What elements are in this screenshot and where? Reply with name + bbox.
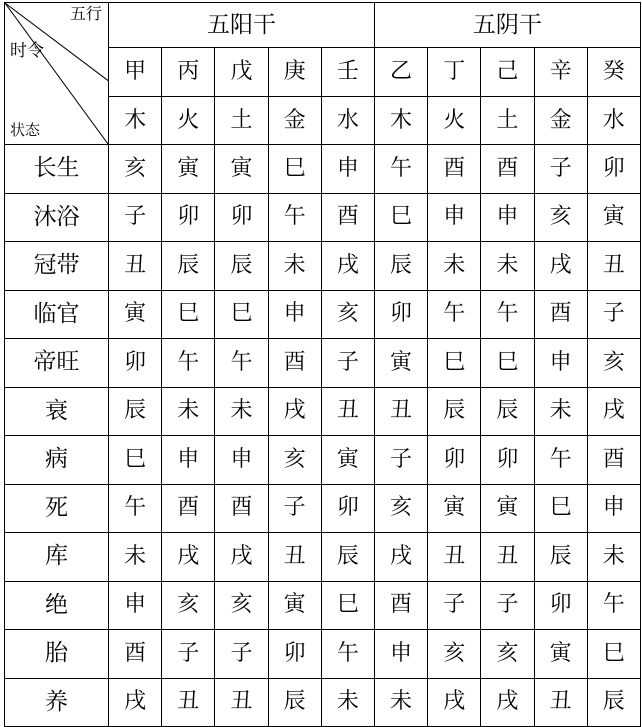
stem-header-cell: 辛 (534, 48, 587, 97)
branch-cell: 午 (374, 145, 427, 194)
branch-cell: 辰 (587, 678, 640, 727)
table-row (5, 193, 641, 242)
branch-cell: 亥 (428, 630, 481, 679)
branch-cell: 未 (587, 533, 640, 582)
branch-cell: 亥 (374, 484, 427, 533)
branch-cell: 酉 (215, 484, 268, 533)
corner-label-wuxing: 五行 (69, 4, 102, 23)
branch-cell: 申 (321, 145, 374, 194)
branch-cell: 巳 (162, 290, 215, 339)
branch-cell: 巳 (587, 630, 640, 679)
branch-cell: 未 (374, 678, 427, 727)
branch-cell: 戌 (481, 678, 534, 727)
state-label-cell: 沐浴 (5, 193, 109, 242)
branch-cell: 子 (321, 339, 374, 388)
stem-header-cell: 丙 (162, 48, 215, 97)
table-row (5, 242, 641, 291)
table-row (5, 533, 641, 582)
element-header-cell: 火 (428, 97, 481, 145)
branch-cell: 未 (481, 242, 534, 291)
state-label-cell: 衰 (5, 387, 109, 436)
branch-cell: 子 (162, 630, 215, 679)
branch-cell: 卯 (428, 436, 481, 485)
branch-cell: 丑 (481, 533, 534, 582)
branch-cell: 寅 (162, 145, 215, 194)
branch-cell: 戌 (109, 678, 162, 727)
branch-cell: 戌 (374, 533, 427, 582)
branch-cell: 亥 (534, 193, 587, 242)
table-row (5, 630, 641, 679)
twelve-stages-table (4, 2, 641, 727)
branch-cell: 辰 (162, 242, 215, 291)
stem-header-cell: 甲 (109, 48, 162, 97)
twelve-stages-table-container (4, 2, 640, 714)
stem-header-cell: 己 (481, 48, 534, 97)
table-body (5, 3, 641, 727)
branch-cell: 寅 (321, 436, 374, 485)
element-header-cell: 火 (162, 97, 215, 145)
branch-cell: 午 (268, 193, 321, 242)
branch-cell: 戌 (534, 242, 587, 291)
branch-cell: 巳 (481, 339, 534, 388)
branch-cell: 丑 (162, 678, 215, 727)
branch-cell: 丑 (109, 242, 162, 291)
state-label-cell: 死 (5, 484, 109, 533)
corner-header-cell (5, 3, 109, 145)
branch-cell: 午 (587, 581, 640, 630)
state-label-cell: 临官 (5, 290, 109, 339)
branch-cell: 亥 (162, 581, 215, 630)
branch-cell: 亥 (481, 630, 534, 679)
branch-cell: 申 (268, 290, 321, 339)
element-header-cell: 土 (481, 97, 534, 145)
branch-cell: 卯 (215, 193, 268, 242)
branch-cell: 未 (162, 387, 215, 436)
branch-cell: 午 (534, 436, 587, 485)
branch-cell: 酉 (321, 193, 374, 242)
branch-cell: 亥 (321, 290, 374, 339)
branch-cell: 未 (321, 678, 374, 727)
branch-cell: 戌 (215, 533, 268, 582)
branch-cell: 申 (587, 484, 640, 533)
branch-cell: 巳 (321, 581, 374, 630)
state-label-cell: 库 (5, 533, 109, 582)
branch-cell: 酉 (109, 630, 162, 679)
branch-cell: 子 (481, 581, 534, 630)
branch-cell: 酉 (587, 436, 640, 485)
element-header-cell: 水 (321, 97, 374, 145)
branch-cell: 申 (215, 436, 268, 485)
branch-cell: 巳 (428, 339, 481, 388)
table-row (5, 387, 641, 436)
stem-header-cell: 壬 (321, 48, 374, 97)
branch-cell: 寅 (109, 290, 162, 339)
table-row (5, 581, 641, 630)
branch-cell: 丑 (215, 678, 268, 727)
branch-cell: 丑 (268, 533, 321, 582)
branch-cell: 子 (268, 484, 321, 533)
table-row (5, 484, 641, 533)
branch-cell: 寅 (374, 339, 427, 388)
branch-cell: 丑 (374, 387, 427, 436)
branch-cell: 巳 (374, 193, 427, 242)
branch-cell: 戌 (428, 678, 481, 727)
stem-header-cell: 癸 (587, 48, 640, 97)
branch-cell: 卯 (109, 339, 162, 388)
branch-cell: 酉 (481, 145, 534, 194)
branch-cell: 亥 (587, 339, 640, 388)
branch-cell: 卯 (534, 581, 587, 630)
branch-cell: 卯 (587, 145, 640, 194)
branch-cell: 辰 (374, 242, 427, 291)
stem-header-cell: 丁 (428, 48, 481, 97)
branch-cell: 辰 (109, 387, 162, 436)
branch-cell: 申 (162, 436, 215, 485)
branch-cell: 辰 (481, 387, 534, 436)
element-header-cell: 金 (534, 97, 587, 145)
branch-cell: 子 (109, 193, 162, 242)
branch-cell: 辰 (321, 533, 374, 582)
element-header-cell: 水 (587, 97, 640, 145)
branch-cell: 申 (374, 630, 427, 679)
branch-cell: 申 (534, 339, 587, 388)
corner-diagonal-box (5, 3, 108, 144)
branch-cell: 酉 (162, 484, 215, 533)
branch-cell: 亥 (109, 145, 162, 194)
state-label-cell: 帝旺 (5, 339, 109, 388)
branch-cell: 午 (321, 630, 374, 679)
branch-cell: 子 (374, 436, 427, 485)
branch-cell: 寅 (268, 581, 321, 630)
branch-cell: 子 (587, 290, 640, 339)
branch-cell: 戌 (321, 242, 374, 291)
branch-cell: 辰 (534, 533, 587, 582)
branch-cell: 寅 (534, 630, 587, 679)
stem-header-cell: 庚 (268, 48, 321, 97)
table-row (5, 290, 641, 339)
element-header-cell: 土 (215, 97, 268, 145)
stem-header-cell: 戊 (215, 48, 268, 97)
branch-cell: 未 (534, 387, 587, 436)
branch-cell: 巳 (534, 484, 587, 533)
branch-cell: 午 (162, 339, 215, 388)
branch-cell: 巳 (268, 145, 321, 194)
branch-cell: 寅 (215, 145, 268, 194)
branch-cell: 亥 (268, 436, 321, 485)
branch-cell: 申 (109, 581, 162, 630)
table-row (5, 678, 641, 727)
branch-cell: 戌 (268, 387, 321, 436)
state-label-cell: 病 (5, 436, 109, 485)
element-header-cell: 金 (268, 97, 321, 145)
branch-cell: 戌 (162, 533, 215, 582)
branch-cell: 卯 (162, 193, 215, 242)
table-row (5, 339, 641, 388)
branch-cell: 子 (215, 630, 268, 679)
branch-cell: 未 (268, 242, 321, 291)
branch-cell: 未 (428, 242, 481, 291)
branch-cell: 巳 (109, 436, 162, 485)
branch-cell: 未 (109, 533, 162, 582)
table-row (5, 145, 641, 194)
group-header-yang: 五阳干 (109, 3, 375, 48)
branch-cell: 寅 (428, 484, 481, 533)
state-label-cell: 长生 (5, 145, 109, 194)
state-label-cell: 养 (5, 678, 109, 727)
branch-cell: 子 (534, 145, 587, 194)
element-header-cell: 木 (374, 97, 427, 145)
state-label-cell: 冠带 (5, 242, 109, 291)
branch-cell: 寅 (481, 484, 534, 533)
branch-cell: 丑 (587, 242, 640, 291)
state-label-cell: 绝 (5, 581, 109, 630)
branch-cell: 申 (428, 193, 481, 242)
branch-cell: 午 (428, 290, 481, 339)
branch-cell: 辰 (268, 678, 321, 727)
header-row-groups (5, 3, 641, 48)
branch-cell: 巳 (215, 290, 268, 339)
branch-cell: 申 (481, 193, 534, 242)
branch-cell: 卯 (321, 484, 374, 533)
branch-cell: 辰 (215, 242, 268, 291)
branch-cell: 卯 (268, 630, 321, 679)
branch-cell: 未 (215, 387, 268, 436)
branch-cell: 午 (481, 290, 534, 339)
state-label-cell: 胎 (5, 630, 109, 679)
branch-cell: 酉 (428, 145, 481, 194)
group-header-yin: 五阴干 (374, 3, 640, 48)
branch-cell: 寅 (587, 193, 640, 242)
branch-cell: 戌 (587, 387, 640, 436)
table-row (5, 436, 641, 485)
corner-label-zhuangtai: 状态 (10, 121, 41, 139)
branch-cell: 午 (215, 339, 268, 388)
branch-cell: 酉 (374, 581, 427, 630)
branch-cell: 丑 (321, 387, 374, 436)
branch-cell: 子 (428, 581, 481, 630)
element-header-cell: 木 (109, 97, 162, 145)
branch-cell: 辰 (428, 387, 481, 436)
branch-cell: 酉 (534, 290, 587, 339)
branch-cell: 酉 (268, 339, 321, 388)
branch-cell: 丑 (534, 678, 587, 727)
stem-header-cell: 乙 (374, 48, 427, 97)
branch-cell: 午 (109, 484, 162, 533)
branch-cell: 亥 (215, 581, 268, 630)
branch-cell: 卯 (374, 290, 427, 339)
branch-cell: 丑 (428, 533, 481, 582)
corner-label-shiling: 时令 (10, 41, 44, 61)
branch-cell: 卯 (481, 436, 534, 485)
